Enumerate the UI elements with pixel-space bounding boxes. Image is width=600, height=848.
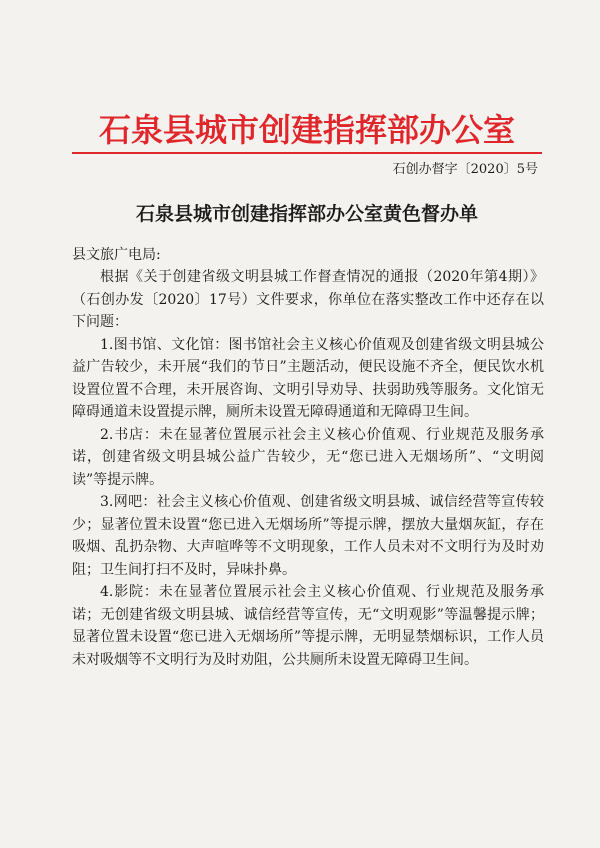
paragraph-item-2: 2.书店：未在显著位置展示社会主义核心价值观、行业规范及服务承诺，创建省级文明县城公益广告较少，无“您已进入无烟场所”、“文明阅读”等提示牌。 xyxy=(72,426,544,488)
issuing-organization-header: 石泉县城市创建指挥部办公室 xyxy=(98,111,515,149)
paragraph-item-1: 1.图书馆、文化馆：图书馆社会主义核心价值观及创建省级文明县城公益广告较少，未开展“我们的节日”主题活动，便民设施不齐全，便民饮水机设置位置不合理，未开展咨询、文明引导劝导、扶弱助残等服务。文化馆无障碍通道未设置提示牌，厕所未设置无障碍通道和无障碍卫生间。 xyxy=(72,336,544,420)
paragraph-intro: 根据《关于创建省级文明县城工作督查情况的通报（2020年第4期）》（石创办发〔2020〕17号）文件要求，你单位在落实整改工作中还存在以下问题： xyxy=(72,269,544,330)
header-red-rule xyxy=(72,152,542,154)
document-number: 石创办督字〔2020〕5号 xyxy=(392,162,538,177)
paragraph-item-4: 4.影院：未在显著位置展示社会主义核心价值观、行业规范及服务承诺；无创建省级文明县城、诚信经营等宣传，无“文明观影”等温馨提示牌；显著位置未设置“您已进入无烟场所”等提示牌，无明显禁烟标识，工作人员未对吸烟等不文明行为及时劝阻，公共厕所未设置无障碍卫生间。 xyxy=(72,584,544,668)
document-title: 石泉县城市创建指挥部办公室黄色督办单 xyxy=(135,203,478,225)
document-body xyxy=(72,266,544,671)
paragraph-item-3: 3.网吧：社会主义核心价值观、创建省级文明县城、诚信经营等宣传较少；显著位置未设置“您已进入无烟场所”等提示牌，摆放大量烟灰缸，存在吸烟、乱扔杂物、大声喧哗等不文明现象，工作人员未对不文明行为及时劝阻；卫生间打扫不及时，异味扑鼻。 xyxy=(72,494,544,578)
recipient: 县文旅广电局: xyxy=(72,247,161,263)
